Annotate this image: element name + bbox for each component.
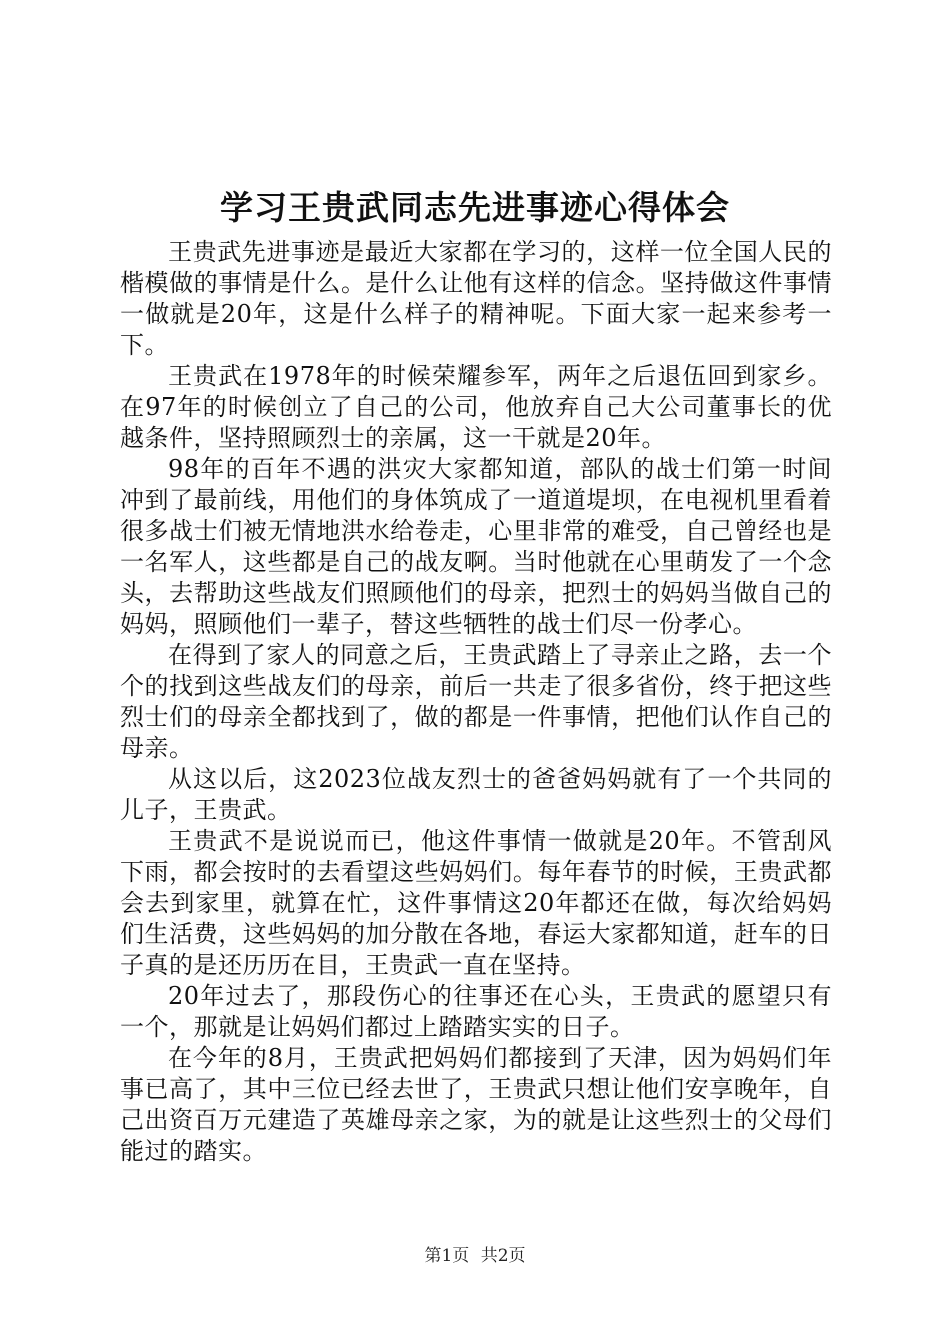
paragraph-son: 从这以后，这2023位战友烈士的爸爸妈妈就有了一个共同的儿子，王贵武。 bbox=[120, 765, 832, 824]
page-number: 第1页 bbox=[424, 1246, 470, 1266]
document-body bbox=[120, 237, 832, 1167]
page-footer bbox=[0, 1244, 950, 1268]
paragraph-intro: 王贵武先进事迹是最近大家都在学习的，这样一位全国人民的楷模做的事情是什么。是什么让他有这样的信念。坚持做这件事情一做就是20年，这是什么样子的精神呢。下面大家一起来参考一下。 bbox=[120, 238, 832, 359]
paragraph-wish: 20年过去了，那段伤心的往事还在心头，王贵武的愿望只有一个，那就是让妈妈们都过上踏踏实实的日子。 bbox=[120, 982, 832, 1041]
paragraph-enlistment: 王贵武在1978年的时候荣耀参军，两年之后退伍回到家乡。在97年的时候创立了自己的公司，他放弃自己大公司董事长的优越条件，坚持照顾烈士的亲属，这一干就是20年。 bbox=[120, 362, 832, 452]
paragraph-home: 在今年的8月，王贵武把妈妈们都接到了天津，因为妈妈们年事已高了，其中三位已经去世了，王贵武只想让他们安享晚年，自己出资百万元建造了英雄母亲之家，为的就是让这些烈士的父母们能过的踏实。 bbox=[120, 1044, 832, 1165]
document-title: 学习王贵武同志先进事迹心得体会 bbox=[220, 188, 730, 227]
paragraph-persistence: 王贵武不是说说而已，他这件事情一做就是20年。不管刮风下雨，都会按时的去看望这些妈妈们。每年春节的时候，王贵武都会去到家里，就算在忙，这件事情这20年都还在做，每次给妈妈们生活费，这些妈妈的加分散在各地，春运大家都知道，赶车的日子真的是还历历在目，王贵武一直在坚持。 bbox=[120, 827, 832, 979]
page-total: 共2页 bbox=[480, 1246, 526, 1266]
paragraph-flood: 98年的百年不遇的洪灾大家都知道，部队的战士们第一时间冲到了最前线，用他们的身体筑成了一道道堤坝，在电视机里看着很多战士们被无情地洪水给卷走，心里非常的难受，自己曾经也是一名军人，这些都是自己的战友啊。当时他就在心里萌发了一个念头，去帮助这些战友们照顾他们的母亲，把烈士的妈妈当做自己的妈妈，照顾他们一辈子，替这些牺牲的战士们尽一份孝心。 bbox=[120, 455, 832, 638]
paragraph-search: 在得到了家人的同意之后，王贵武踏上了寻亲止之路，去一个个的找到这些战友们的母亲，前后一共走了很多省份，终于把这些烈士们的母亲全都找到了，做的都是一件事情，把他们认作自己的母亲。 bbox=[120, 641, 832, 762]
